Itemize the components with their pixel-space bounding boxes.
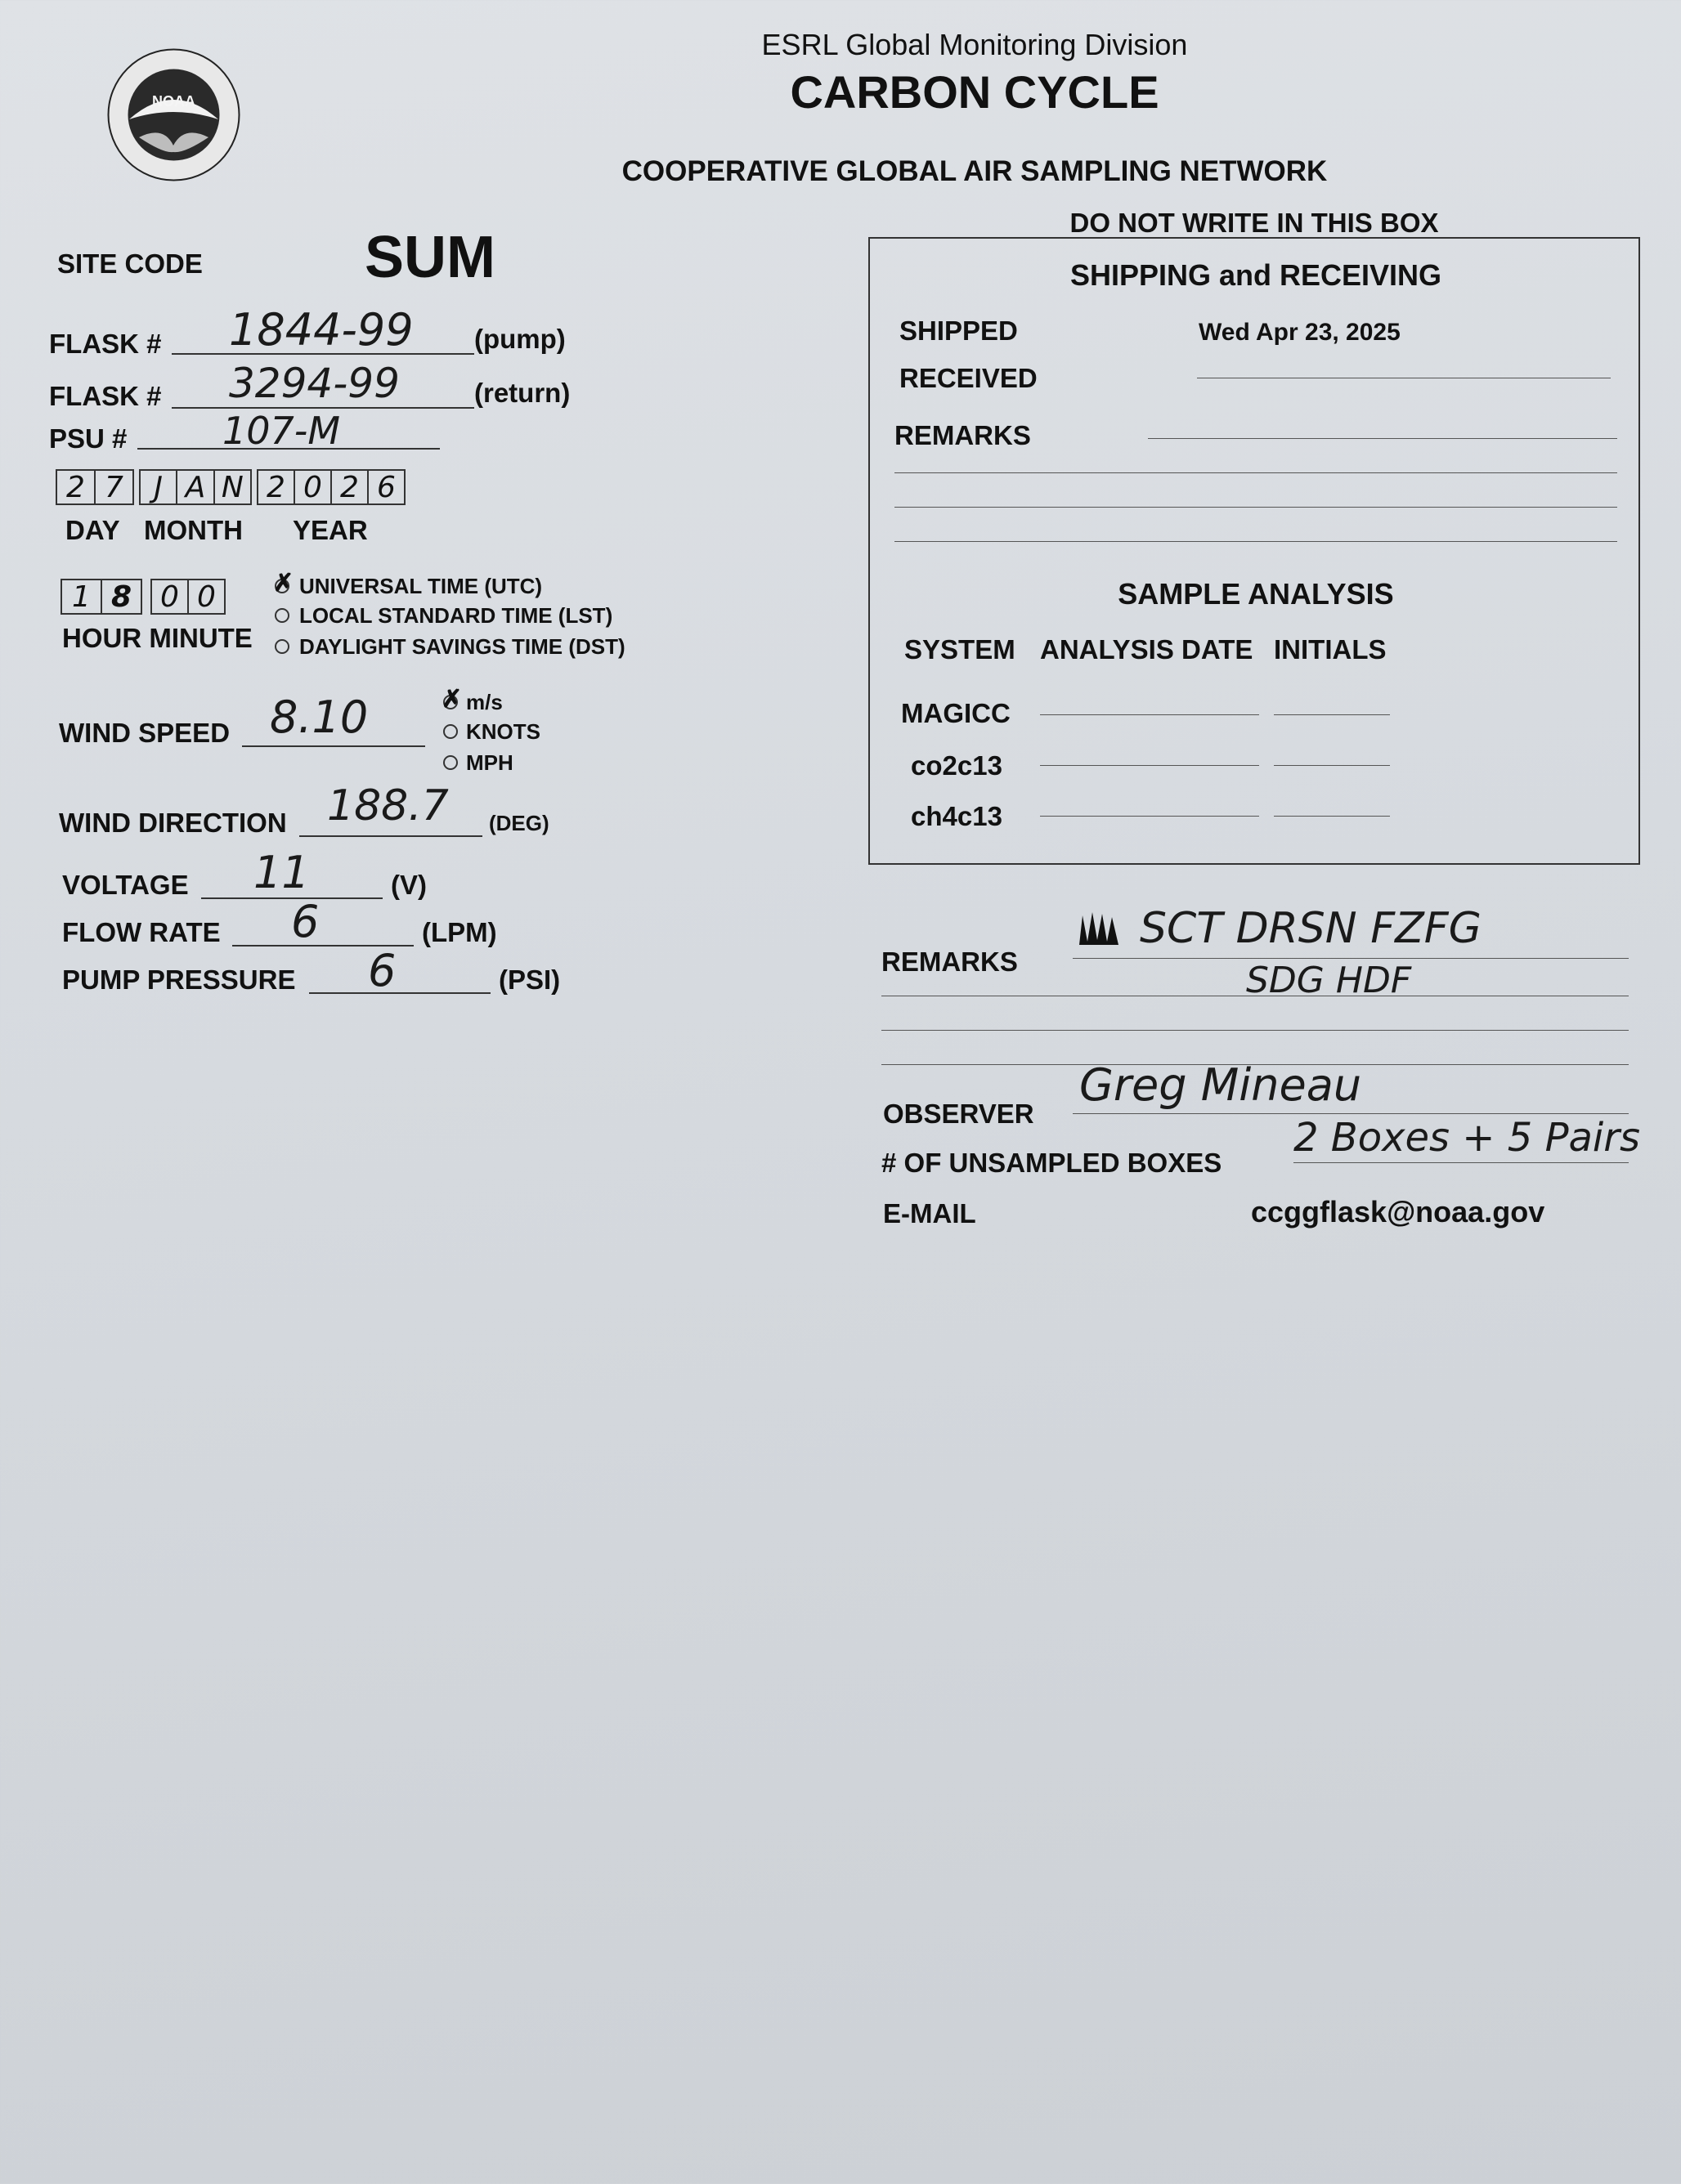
flask-pump-line (172, 353, 474, 355)
initials-line (1274, 765, 1390, 766)
email-label: E-MAIL (883, 1198, 976, 1228)
day-digit: 7 (105, 470, 123, 504)
utc-label: UNIVERSAL TIME (UTC) (299, 574, 543, 598)
voltage-value[interactable]: 11 (253, 847, 310, 898)
form-title: CARBON CYCLE (790, 66, 1159, 118)
mph-label: MPH (466, 750, 513, 775)
month-box[interactable] (139, 469, 252, 505)
analysis-date-column-header: ANALYSIS DATE (1040, 634, 1253, 665)
month-letter: J (141, 471, 177, 503)
flask-return-label: FLASK # (49, 381, 162, 411)
month-label: MONTH (144, 515, 243, 545)
voltage-unit: (V) (391, 870, 427, 900)
remarks-line1-text[interactable]: SCT DRSN FZFG (1140, 904, 1482, 953)
analysis-date-line (1040, 816, 1259, 817)
minute-digit: 0 (197, 580, 216, 614)
lst-label: LOCAL STANDARD TIME (LST) (299, 603, 613, 628)
scribble-mark (1076, 909, 1122, 950)
dst-radio[interactable] (275, 639, 289, 654)
psu-label: PSU # (49, 423, 128, 454)
flask-pump-suffix: (pump) (474, 324, 566, 354)
analysis-title: SAMPLE ANALYSIS (1118, 577, 1394, 611)
day-digit: 2 (57, 471, 96, 503)
day-box[interactable] (56, 469, 134, 505)
psu-value[interactable]: 107-M (222, 409, 341, 453)
do-not-write-caption: DO NOT WRITE IN THIS BOX (1069, 208, 1439, 238)
wind-speed-line (242, 745, 425, 747)
initials-line (1274, 816, 1390, 817)
utc-radio[interactable] (275, 579, 289, 593)
shipped-label: SHIPPED (899, 316, 1018, 346)
month-letter: N (221, 470, 244, 504)
initials-column-header: INITIALS (1274, 634, 1387, 665)
pump-pressure-unit: (PSI) (499, 964, 561, 995)
initials-line (1274, 714, 1390, 715)
analysis-date-line (1040, 765, 1259, 766)
svg-text:NOAA: NOAA (152, 93, 195, 110)
flow-rate-unit: (LPM) (422, 917, 497, 947)
hour-digit: 1 (62, 580, 102, 613)
wind-speed-value[interactable]: 8.10 (270, 691, 369, 743)
office-remarks-line (894, 472, 1617, 473)
shipping-title: SHIPPING and RECEIVING (1069, 258, 1442, 292)
flask-return-suffix: (return) (474, 378, 571, 408)
pump-pressure-value[interactable]: 6 (368, 945, 397, 996)
observer-label: OBSERVER (883, 1099, 1034, 1129)
voltage-label: VOLTAGE (62, 870, 189, 900)
hour-digit: 8 (110, 580, 132, 614)
pump-pressure-line (309, 992, 491, 994)
flask-pump-label: FLASK # (49, 329, 162, 359)
mph-radio[interactable] (443, 755, 458, 770)
flow-rate-value[interactable]: 6 (291, 896, 320, 947)
year-label: YEAR (293, 515, 368, 545)
unsampled-value[interactable]: 2 Boxes + 5 Pairs (1293, 1115, 1641, 1161)
system-row-label: MAGICC (901, 698, 1011, 728)
hour-box[interactable] (61, 579, 142, 615)
analysis-date-line (1040, 714, 1259, 715)
remarks-line (1073, 958, 1629, 959)
remarks-line (881, 1030, 1629, 1031)
unsampled-label: # OF UNSAMPLED BOXES (881, 1148, 1222, 1178)
day-label: DAY (65, 515, 120, 545)
shipped-value: Wed Apr 23, 2025 (1199, 319, 1401, 346)
site-code-label: SITE CODE (57, 248, 203, 279)
office-use-box (868, 237, 1640, 865)
received-label: RECEIVED (899, 363, 1038, 393)
observer-value[interactable]: Greg Mineau (1079, 1059, 1362, 1111)
flow-rate-label: FLOW RATE (62, 917, 221, 947)
pump-pressure-label: PUMP PRESSURE (62, 964, 296, 995)
wind-direction-unit: (DEG) (489, 811, 549, 835)
hour-minute-label: HOUR MINUTE (62, 623, 253, 653)
remarks-line2-text[interactable]: SDG HDF (1246, 960, 1412, 1001)
unsampled-line (1293, 1162, 1629, 1163)
year-box[interactable] (257, 469, 406, 505)
office-remarks-label: REMARKS (894, 420, 1031, 450)
observer-line (1073, 1113, 1629, 1114)
network-title: COOPERATIVE GLOBAL AIR SAMPLING NETWORK (621, 155, 1328, 187)
minute-digit: 0 (152, 580, 189, 613)
system-column-header: SYSTEM (904, 634, 1015, 665)
system-row-label: co2c13 (911, 750, 1002, 781)
wind-direction-label: WIND DIRECTION (59, 808, 287, 838)
year-digit: 6 (377, 470, 396, 504)
flask-pump-value[interactable]: 1844-99 (229, 304, 414, 356)
office-remarks-line (1148, 438, 1617, 439)
knots-label: KNOTS (466, 719, 540, 744)
office-remarks-line (894, 507, 1617, 508)
month-letter: A (177, 471, 214, 503)
system-row-label: ch4c13 (911, 801, 1002, 831)
site-code-value: SUM (365, 225, 495, 290)
remarks-label: REMARKS (881, 947, 1018, 977)
office-remarks-line (894, 541, 1617, 542)
minute-box[interactable] (150, 579, 226, 615)
year-digit: 2 (332, 471, 369, 503)
ms-label: m/s (466, 690, 503, 714)
flask-return-value[interactable]: 3294-99 (229, 360, 400, 407)
lst-radio[interactable] (275, 608, 289, 623)
ms-radio[interactable] (443, 695, 458, 709)
email-value[interactable]: ccggflask@noaa.gov (1251, 1195, 1545, 1228)
wind-direction-line (299, 835, 482, 837)
wind-direction-value[interactable]: 188.7 (327, 781, 449, 830)
psu-line (137, 448, 440, 450)
dst-label: DAYLIGHT SAVINGS TIME (DST) (299, 634, 625, 659)
knots-radio[interactable] (443, 724, 458, 739)
division-title: ESRL Global Monitoring Division (761, 28, 1188, 61)
year-digit: 0 (295, 471, 332, 503)
year-digit: 2 (258, 471, 295, 503)
wind-speed-label: WIND SPEED (59, 718, 231, 748)
